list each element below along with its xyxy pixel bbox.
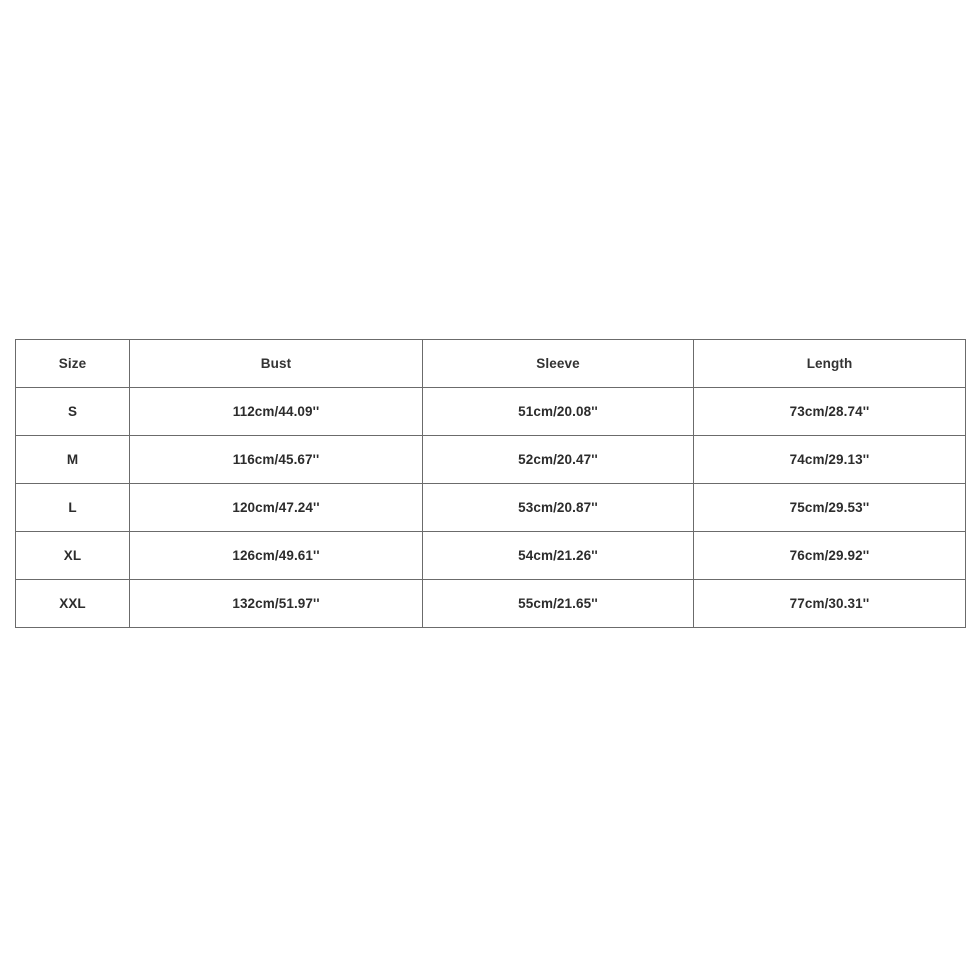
size-chart-table (15, 339, 966, 628)
cell-sleeve: 54cm/21.26'' (423, 532, 694, 580)
cell-size: XXL (16, 580, 130, 628)
cell-size: XL (16, 532, 130, 580)
cell-sleeve: 53cm/20.87'' (423, 484, 694, 532)
cell-bust: 116cm/45.67'' (130, 436, 423, 484)
cell-bust: 126cm/49.61'' (130, 532, 423, 580)
cell-bust: 112cm/44.09'' (130, 388, 423, 436)
cell-length: 73cm/28.74'' (694, 388, 966, 436)
table-header-row (16, 340, 966, 388)
cell-length: 75cm/29.53'' (694, 484, 966, 532)
cell-length: 74cm/29.13'' (694, 436, 966, 484)
cell-bust: 120cm/47.24'' (130, 484, 423, 532)
table-row (16, 484, 966, 532)
cell-sleeve: 51cm/20.08'' (423, 388, 694, 436)
table-row (16, 436, 966, 484)
table-row (16, 580, 966, 628)
cell-sleeve: 52cm/20.47'' (423, 436, 694, 484)
header-size: Size (16, 340, 130, 388)
table-row (16, 388, 966, 436)
cell-length: 76cm/29.92'' (694, 532, 966, 580)
cell-length: 77cm/30.31'' (694, 580, 966, 628)
cell-size: M (16, 436, 130, 484)
header-bust: Bust (130, 340, 423, 388)
header-sleeve: Sleeve (423, 340, 694, 388)
table-row (16, 532, 966, 580)
cell-size: S (16, 388, 130, 436)
cell-bust: 132cm/51.97'' (130, 580, 423, 628)
cell-size: L (16, 484, 130, 532)
header-length: Length (694, 340, 966, 388)
cell-sleeve: 55cm/21.65'' (423, 580, 694, 628)
